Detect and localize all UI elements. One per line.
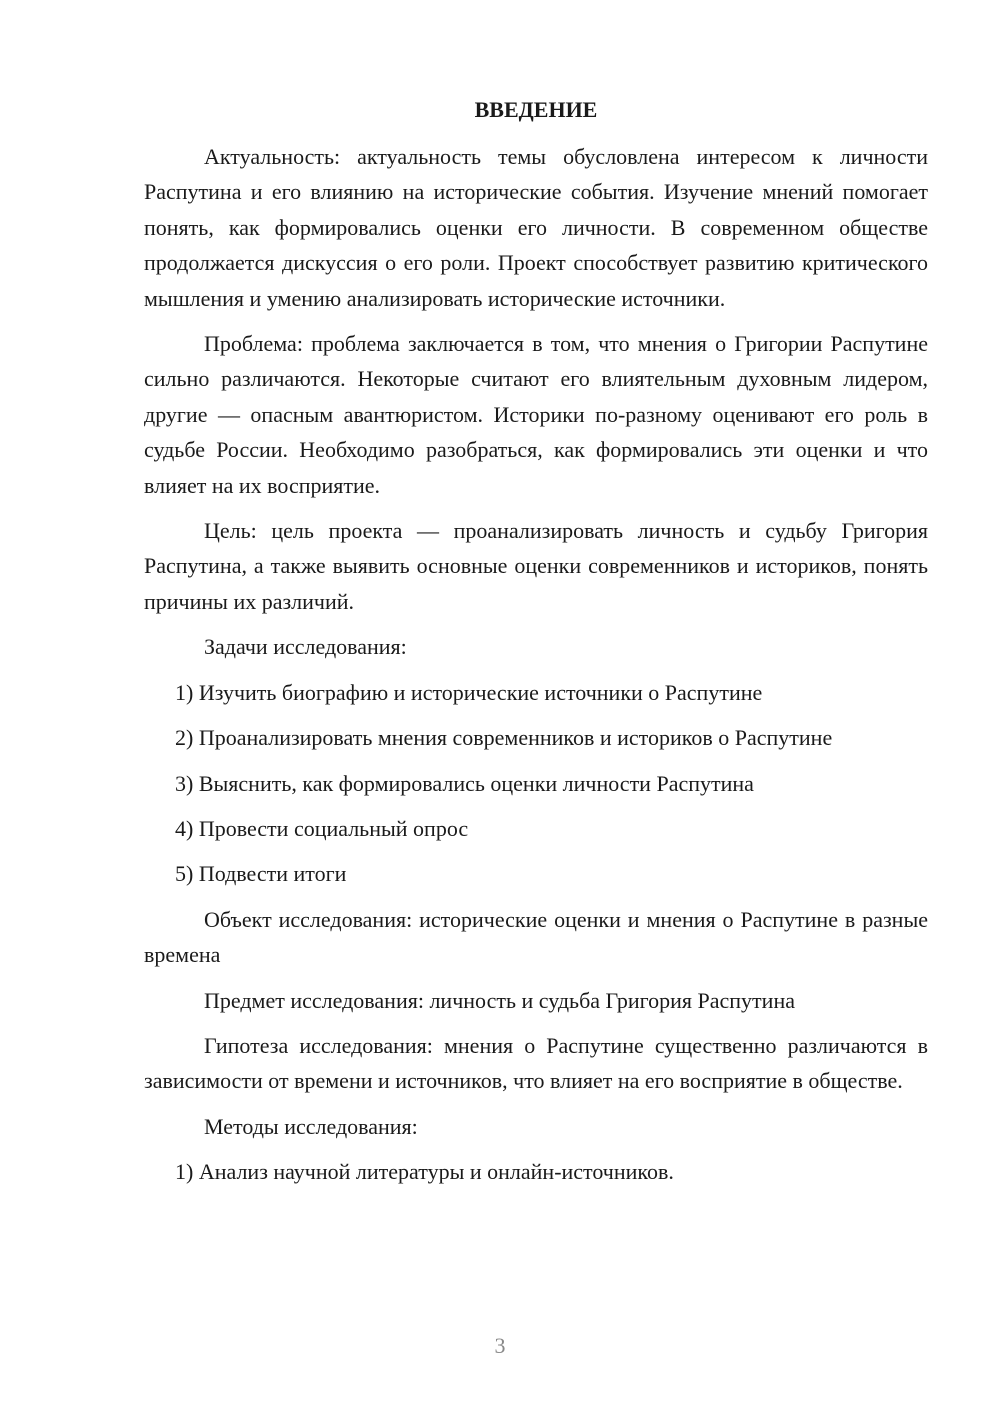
hypothesis-paragraph: Гипотеза исследования: мнения о Распутине существенно различаются в зависимости от времени и источников, что влияет на его восприятие в обществе.	[144, 1032, 928, 1094]
list-item: 5) Подвести итоги	[175, 861, 347, 887]
goal-paragraph: Цель: цель проекта — проанализировать личность и судьбу Григория Распутина, а также выявить основные оценки современников и историков, понять причины их различий.	[144, 518, 928, 614]
relevance-paragraph: Актуальность: актуальность темы обусловлена интересом к личности Распутина и его влиянию на исторические события. Изучение мнений помогает понять, как формировались оценки его личности. В современном обществе продолжается дискуссия о его роли. Проект способствует развитию критического мышления и умению анализировать исторические источники.	[144, 144, 928, 311]
list-item: 1) Анализ научной литературы и онлайн-источников.	[175, 1159, 674, 1185]
list-item: 2) Проанализировать мнения современников и историков о Распутине	[175, 725, 833, 751]
document-page	[144, 92, 928, 1200]
list-item: 1) Изучить биографию и исторические источники о Распутине	[175, 679, 763, 705]
methods-list	[144, 1154, 928, 1189]
subject-paragraph: Предмет исследования: личность и судьба Григория Распутина	[204, 987, 795, 1013]
methods-heading: Методы исследования:	[204, 1113, 418, 1139]
list-item: 4) Провести социальный опрос	[175, 815, 469, 841]
tasks-heading: Задачи исследования:	[204, 634, 407, 660]
object-paragraph: Объект исследования: исторические оценки и мнения о Распутине в разные времена	[144, 906, 928, 968]
section-title: ВВЕДЕНИЕ	[474, 97, 598, 122]
list-item: 3) Выяснить, как формировались оценки личности Распутина	[175, 770, 754, 796]
problem-paragraph: Проблема: проблема заключается в том, что мнения о Григории Распутине сильно различаются. Некоторые считают его влиятельным духовным лидером, другие — опасным авантюристом. Историки по-разному оценивают его роль в судьбе России. Необходимо разобраться, как формировались эти оценки и что влияет на их восприятие.	[144, 331, 928, 498]
tasks-list	[144, 675, 928, 892]
page-number: 3	[494, 1333, 506, 1358]
